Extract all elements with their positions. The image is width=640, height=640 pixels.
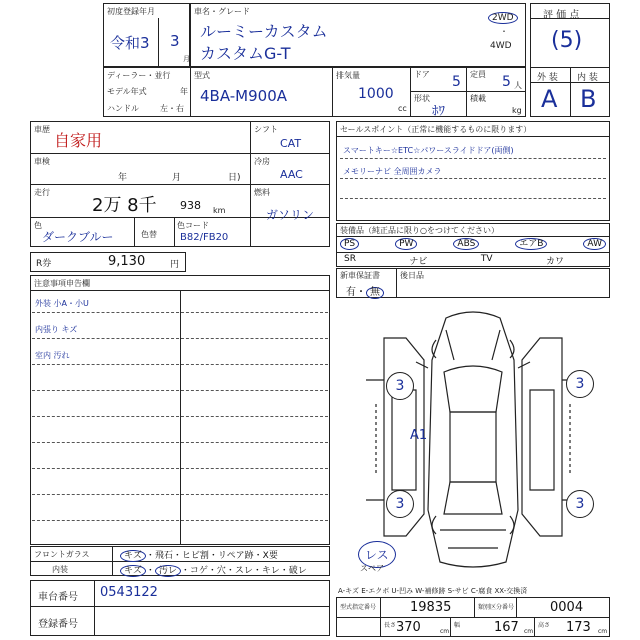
- recycle-label: R券: [36, 259, 52, 269]
- mileage-label: 走行: [34, 188, 50, 197]
- damage-legend: A-キズ E-エクボ U-凹み W-補修跡 S-サビ C-腐食 XX-交換済: [338, 587, 528, 595]
- height-value: 173: [566, 620, 591, 635]
- equipment-row2: [344, 254, 564, 267]
- damage-mark-rear-right: 3: [566, 490, 594, 518]
- equipment-label: 装備品（純正品に限り○をつけてください）: [340, 226, 499, 235]
- body-history-value: 自家用: [54, 131, 103, 150]
- color-value: ダークブルー: [42, 230, 114, 244]
- class-number-label: 類別区分番号: [478, 604, 515, 611]
- first-reg-month: 3: [170, 32, 180, 50]
- vehicle-name-label: 車名・グレード: [194, 7, 250, 16]
- body-history-label: 車歴: [34, 125, 50, 134]
- equip-aw: AW: [583, 238, 606, 250]
- rear-items-label: 後日品: [400, 271, 424, 280]
- note-line-1: 外装 小A・小U: [35, 299, 89, 308]
- chassis-label: 車台番号: [38, 592, 78, 603]
- equip-airbag: エアB: [515, 238, 547, 250]
- vehicle-name-line2: カスタムG-T: [200, 44, 291, 63]
- inspection-label: 車検: [34, 157, 50, 166]
- length-label: 長さ: [384, 622, 397, 629]
- door-value: 5: [452, 74, 461, 90]
- length-value: 370: [396, 620, 421, 635]
- model-number-value: 19835: [410, 600, 452, 615]
- equip-sr: SR: [344, 254, 356, 264]
- height-label: 高さ: [538, 622, 551, 629]
- interior-cond-label: 内装: [52, 565, 68, 574]
- rating-score: (5): [551, 28, 583, 53]
- warranty-value: 有・ 無: [346, 283, 384, 299]
- sales-points-label: セールスポイント（正常に機能するものに限ります）: [340, 125, 532, 134]
- handle-label: ハンドル: [107, 104, 139, 113]
- warranty-label: 新車保証書: [340, 271, 380, 280]
- drive-2wd: 2WD: [488, 12, 518, 24]
- handle-options: 左・右: [160, 104, 184, 113]
- model-code: 4BA-M900A: [200, 87, 288, 105]
- load-label: 積載: [470, 94, 486, 103]
- equip-pw: PW: [395, 238, 417, 250]
- exterior-grade: A: [541, 85, 558, 113]
- model-year-label: モデル年式: [107, 87, 147, 96]
- car-damage-diagram: [336, 300, 610, 582]
- shift-label: シフト: [254, 125, 278, 134]
- equip-ps: PS: [340, 238, 359, 250]
- drive-4wd: 4WD: [490, 41, 512, 51]
- damage-mark-rear-left: 3: [386, 490, 414, 518]
- first-reg-label: 初度登録年月: [107, 7, 155, 16]
- shape-label: 形状: [414, 94, 430, 103]
- front-glass-options: キズ ・飛石・ヒビ割・リペア跡・X要: [120, 548, 278, 562]
- first-reg-era: 令和3: [110, 34, 150, 52]
- sales-point-line2: メモリーナビ 全周囲カメラ: [343, 167, 442, 176]
- interior-label: 内 装: [577, 73, 598, 83]
- displacement-label: 排気量: [336, 71, 360, 80]
- door-label: ドア: [414, 70, 430, 79]
- equip-tv: TV: [480, 254, 493, 264]
- spare-label: スペア: [360, 564, 384, 573]
- notes-label: 注意事項申告欄: [34, 279, 90, 288]
- damage-mark-left-side: A1: [410, 428, 428, 443]
- color-code-label: 色コード: [177, 221, 209, 230]
- color-code-value: B82/FB20: [180, 232, 229, 243]
- interior-grade: B: [580, 85, 597, 113]
- width-label: 幅: [454, 622, 461, 629]
- equip-abs: ABS: [453, 238, 479, 250]
- registration-number-label: 登録番号: [38, 619, 78, 630]
- color-change-label: 色替: [141, 230, 157, 239]
- sales-point-line1: スマートキー☆ETC☆パワースライドドア(両側): [343, 146, 514, 155]
- rating-label: 評 価 点: [543, 10, 580, 21]
- shape-value: ﾎﾜ: [432, 104, 445, 119]
- exterior-label: 外 装: [537, 73, 558, 83]
- equip-leather: カワ: [545, 257, 564, 267]
- front-glass-label: フロントガラス: [34, 550, 90, 559]
- equip-navi: ナビ: [409, 257, 428, 267]
- type-label: 型式: [194, 71, 210, 80]
- damage-mark-front-left: 3: [386, 372, 414, 400]
- ac-label: 冷房: [254, 157, 270, 166]
- interior-options: キズ ・ 汚レ ・コゲ・穴・スレ・キレ・破レ: [120, 563, 307, 577]
- spare-note: レス: [358, 541, 396, 568]
- recycle-value: 9,130: [108, 254, 146, 269]
- ac-value: AAC: [280, 168, 303, 181]
- mileage-fine: 938: [180, 199, 201, 212]
- capacity-label: 定員: [470, 70, 486, 79]
- equipment-row1: [340, 238, 606, 250]
- width-value: 167: [494, 620, 519, 635]
- model-number-label: 型式指定番号: [340, 604, 377, 611]
- mileage-value: 2万 8千: [92, 195, 157, 216]
- note-line-3: 室内 汚れ: [35, 351, 70, 360]
- displacement-value: 1000: [358, 86, 394, 102]
- chassis-value: 0543122: [100, 585, 158, 600]
- class-number-value: 0004: [550, 600, 584, 615]
- dealer-label: ディーラー・並行: [107, 71, 171, 80]
- fuel-value: ガソリン: [266, 208, 315, 222]
- vehicle-name-line1: ルーミーカスタム: [200, 22, 328, 41]
- note-line-2: 内張り キズ: [35, 325, 78, 334]
- fuel-label: 燃料: [254, 188, 270, 197]
- shift-value: CAT: [280, 137, 302, 150]
- damage-mark-front-right: 3: [566, 370, 594, 398]
- capacity-value: 5: [502, 74, 511, 90]
- color-label: 色: [34, 221, 42, 230]
